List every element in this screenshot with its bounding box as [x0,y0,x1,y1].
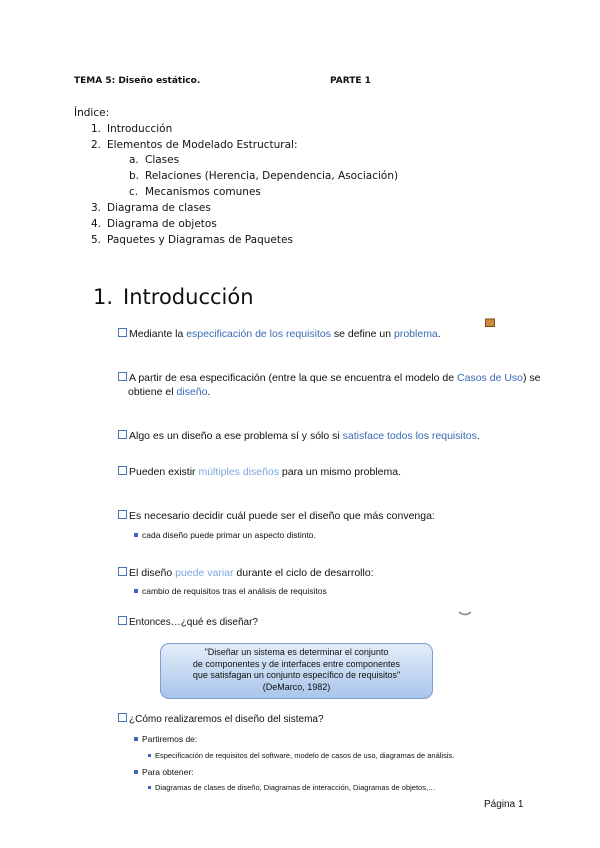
bullet-1: Mediante la especificación de los requisitos se define un problema. [118,328,441,340]
bullet-6: El diseño puede variar durante el ciclo de desarrollo: [118,567,374,579]
index-label: Índice: [74,107,110,119]
bullet-8: ¿Cómo realizaremos el diseño del sistema? [118,713,324,725]
bullet-3: Algo es un diseño a ese problema sí y sólo si satisface todos los requisitos. [118,430,480,442]
bullet-4: Pueden existir múltiples diseños para un mismo problema. [118,466,401,478]
bullet-2-cont: obtiene el diseño. [128,386,211,398]
page-number: Página 1 [484,799,524,810]
toc-item-2: 2. Elementos de Modelado Estructural: [91,139,298,151]
bullet-2: A partir de esa especificación (entre la que se encuentra el modelo de Casos de Uso) se [118,372,541,384]
quote-box: "Diseñar un sistema es determinar el conjunto de componentes y de interfaces entre componentes que satisfagan un conjunto específico de requisitos" (DeMarco, 1982) [160,643,433,699]
bullet-box-icon [118,713,127,722]
bullet-box-icon [118,510,127,519]
section-heading: 1. Introducción [93,285,254,309]
bullet-8-sub1-detail: Especificación de requisitos del software, modelo de casos de uso, diagramas de análisis. [148,751,454,760]
toc-item-5: 5. Paquetes y Diagramas de Paquetes [91,234,293,246]
bullet-6-sub: cambio de requisitos tras el análisis de requisitos [134,586,327,596]
bullet-box-icon [118,430,127,439]
toc-item-2b: b. Relaciones (Herencia, Dependencia, Asociación) [129,170,399,182]
bullet-box-icon [118,616,127,625]
bullet-box-icon [118,567,127,576]
toc-item-2a: a. Clases [129,154,180,166]
bullet-5: Es necesario decidir cuál puede ser el diseño que más convenga: [118,510,435,522]
sub-bullet-icon [134,770,138,774]
box-decoration-icon [485,318,495,327]
sub-bullet-icon [134,737,138,741]
bullet-7: Entonces…¿qué es diseñar? [118,616,258,628]
bullet-box-icon [118,372,127,381]
bullet-8-sub2-detail: Diagramas de clases de diseño, Diagramas de interacción, Diagramas de objetos,… [148,783,436,792]
toc-item-4: 4. Diagrama de objetos [91,218,217,230]
toc-item-2c: c. Mecanismos comunes [129,186,261,198]
bullet-5-sub: cada diseño puede primar un aspecto distinto. [134,530,316,540]
toc-item-1: 1. Introducción [91,123,173,135]
toc-item-3: 3. Diagrama de clases [91,202,211,214]
bullet-8-sub1: Partiremos de: [134,734,197,744]
sub-bullet-icon [148,786,151,789]
sub-bullet-icon [148,754,151,757]
doc-part: PARTE 1 [330,76,371,86]
bullet-box-icon [118,466,127,475]
decoration-icon [458,611,472,617]
sub-bullet-icon [134,589,138,593]
sub-bullet-icon [134,533,138,537]
doc-title: TEMA 5: Diseño estático. [74,76,201,86]
bullet-box-icon [118,328,127,337]
bullet-8-sub2: Para obtener: [134,767,194,777]
